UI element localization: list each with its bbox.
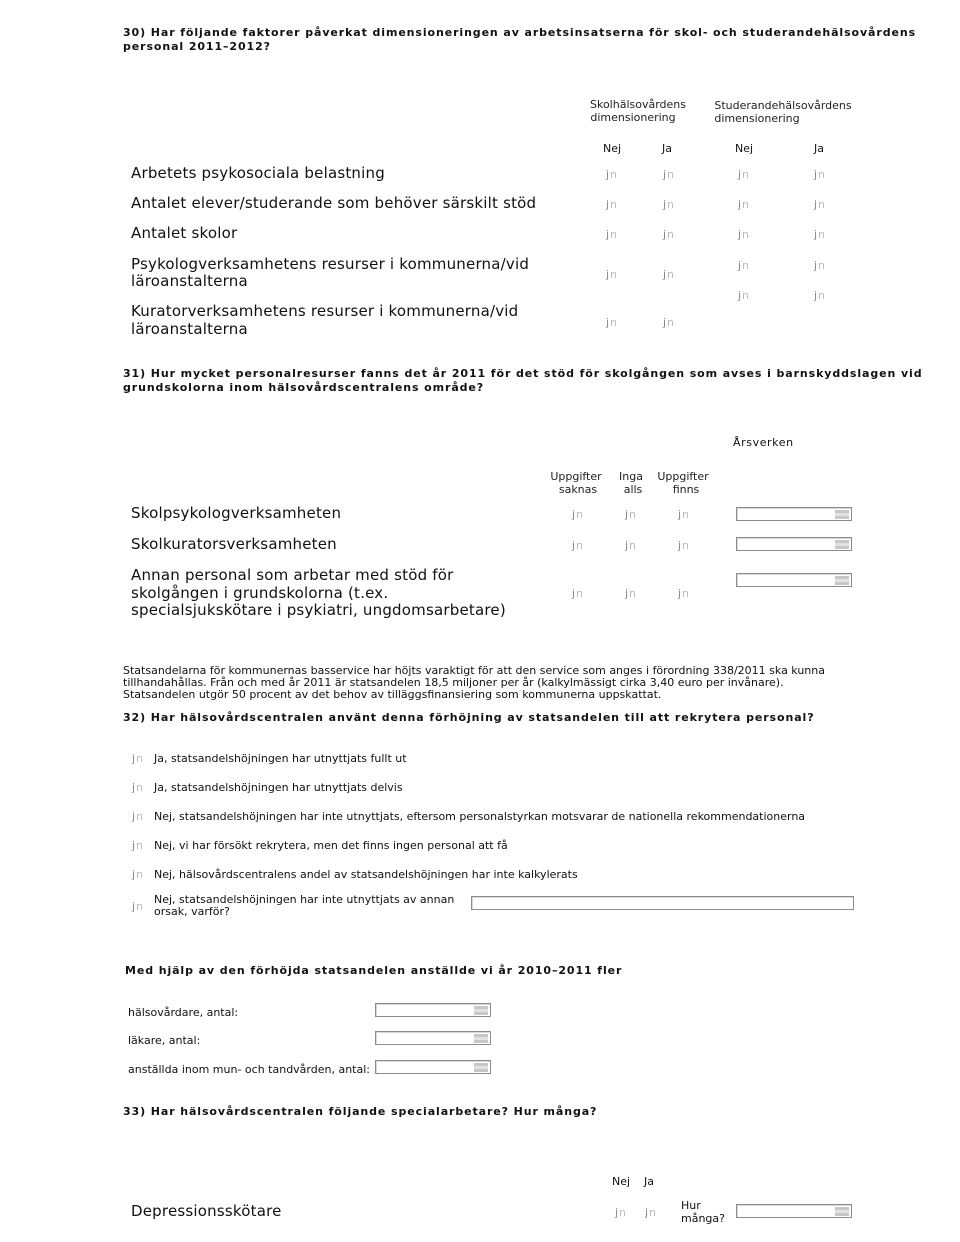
q30-title-line2: personal 2011–2012? <box>123 40 271 53</box>
radio-button[interactable]: j n <box>615 1206 626 1219</box>
radio-button[interactable]: j n <box>814 289 825 302</box>
tandvard-count-input[interactable] <box>375 1060 491 1074</box>
q33-col-no: Nej <box>612 1175 631 1188</box>
spinner-icon[interactable] <box>474 1006 488 1015</box>
q31-row2-label: Skolkuratorsverksamheten <box>131 535 337 553</box>
q30-row3-label: Antalet skolor <box>131 224 238 242</box>
q32-option6-label-line1: Nej, statsandelshöjningen har inte utnyttjats av annan <box>154 893 455 906</box>
how-many-label-line1: Hur <box>681 1199 701 1212</box>
q30-col-group1-line1: Skolhälsovårdens <box>589 98 686 111</box>
how-many-label-line2: många? <box>681 1212 725 1225</box>
radio-button[interactable]: j n <box>814 198 825 211</box>
spinner-icon[interactable] <box>835 1207 849 1216</box>
q30-col-group2-line1: Studerandehälsovårdens <box>714 99 852 112</box>
q30-row2-label: Antalet elever/studerande som behöver särskilt stöd <box>131 194 537 212</box>
other-reason-input[interactable] <box>471 896 854 910</box>
q30-row4-label-line2: läroanstalterna <box>131 272 248 290</box>
q33-col-yes: Ja <box>644 1175 654 1188</box>
radio-button[interactable]: j n <box>132 868 143 881</box>
q32-option1-label: Ja, statsandelshöjningen har utnyttjats fullt ut <box>154 752 407 765</box>
radio-button[interactable]: j n <box>572 508 583 521</box>
spinner-icon[interactable] <box>474 1034 488 1043</box>
hired-field2-label: läkare, antal: <box>128 1034 201 1047</box>
q33-title: 33) Har hälsovårdscentralen följande specialarbetare? Hur många? <box>123 1105 598 1118</box>
radio-button[interactable]: j n <box>606 228 617 241</box>
q31-col1-line2: saknas <box>558 483 598 496</box>
radio-button[interactable]: j n <box>814 259 825 272</box>
radio-button[interactable]: j n <box>572 539 583 552</box>
radio-button[interactable]: j n <box>738 289 749 302</box>
q31-col2-line2: alls <box>623 483 643 496</box>
radio-button[interactable]: j n <box>678 508 689 521</box>
spinner-icon[interactable] <box>835 510 849 519</box>
q32-option3-label: Nej, statsandelshöjningen har inte utnyttjats, eftersom personalstyrkan motsvarar de nationella rekommendationerna <box>154 810 806 823</box>
q30-col-yes-2: Ja <box>814 142 824 155</box>
q32-option5-label: Nej, hälsovårdscentralens andel av statsandelshöjningen har inte kalkylerats <box>154 868 578 881</box>
radio-button[interactable]: j n <box>678 539 689 552</box>
lakare-count-input[interactable] <box>375 1031 491 1045</box>
q30-col-no-1: Nej <box>603 142 622 155</box>
q31-row3-label-line1: Annan personal som arbetar med stöd för <box>131 566 454 584</box>
radio-button[interactable]: j n <box>663 268 674 281</box>
q30-col-group2-line2: dimensionering <box>714 112 800 125</box>
q31-col3-line2: finns <box>672 483 700 496</box>
radio-button[interactable]: j n <box>738 168 749 181</box>
info-line1: Statsandelarna för kommunernas basservice har höjts varaktigt för att den service som anges i förordning 338/2011 ska kunna <box>123 664 825 677</box>
radio-button[interactable]: j n <box>625 508 636 521</box>
q31-title-line2: grundskolorna inom hälsovårdscentralens område? <box>123 381 485 394</box>
radio-button[interactable]: j n <box>132 752 143 765</box>
q31-col2-line1: Inga <box>619 470 643 483</box>
info-line2: tillhandahållas. Från och med år 2011 är statsandelen 18,5 miljoner per år (kalkylmässigt cirka 3,40 euro per invånare). <box>123 676 784 689</box>
q31-title-line1: 31) Hur mycket personalresurser fanns det år 2011 för det stöd för skolgången som avses i barnskyddslagen vid <box>123 367 923 380</box>
arsverken-input[interactable] <box>736 537 852 551</box>
radio-button[interactable]: j n <box>606 268 617 281</box>
q32-option4-label: Nej, vi har försökt rekrytera, men det finns ingen personal att få <box>154 839 508 852</box>
radio-button[interactable]: j n <box>572 587 583 600</box>
q30-col-no-2: Nej <box>735 142 754 155</box>
radio-button[interactable]: j n <box>625 539 636 552</box>
arsverken-header: Årsverken <box>733 436 794 449</box>
spinner-icon[interactable] <box>474 1063 488 1072</box>
q31-row1-label: Skolpsykologverksamheten <box>131 504 342 522</box>
hired-title: Med hjälp av den förhöjda statsandelen anställde vi år 2010–2011 fler <box>125 964 623 977</box>
q31-col3-line1: Uppgifter <box>657 470 709 483</box>
q30-row4-label-line1: Psykologverksamhetens resurser i kommunerna/vid <box>131 255 530 273</box>
radio-button[interactable]: j n <box>663 228 674 241</box>
radio-button[interactable]: j n <box>663 168 674 181</box>
q30-col-yes-1: Ja <box>662 142 672 155</box>
radio-button[interactable]: j n <box>625 587 636 600</box>
radio-button[interactable]: j n <box>132 781 143 794</box>
radio-button[interactable]: j n <box>606 168 617 181</box>
radio-button[interactable]: j n <box>678 587 689 600</box>
radio-button[interactable]: j n <box>606 316 617 329</box>
arsverken-input[interactable] <box>736 573 852 587</box>
q30-row5-label-line2: läroanstalterna <box>131 320 248 338</box>
depression-nurse-count-input[interactable] <box>736 1204 852 1218</box>
radio-button[interactable]: j n <box>132 810 143 823</box>
radio-button[interactable]: j n <box>132 900 143 913</box>
radio-button[interactable]: j n <box>606 198 617 211</box>
q30-row1-label: Arbetets psykosociala belastning <box>131 164 385 182</box>
spinner-icon[interactable] <box>835 576 849 585</box>
radio-button[interactable]: j n <box>814 168 825 181</box>
radio-button[interactable]: j n <box>663 198 674 211</box>
q32-option2-label: Ja, statsandelshöjningen har utnyttjats delvis <box>154 781 403 794</box>
hired-field1-label: hälsovårdare, antal: <box>128 1006 239 1019</box>
radio-button[interactable]: j n <box>738 198 749 211</box>
q32-title: 32) Har hälsovårdscentralen använt denna förhöjning av statsandelen till att rekrytera personal? <box>123 711 815 724</box>
info-line3: Statsandelen utgör 50 procent av det behov av tilläggsfinansiering som kommunerna uppskattat. <box>123 688 662 701</box>
q31-col1-line1: Uppgifter <box>550 470 602 483</box>
arsverken-input[interactable] <box>736 507 852 521</box>
q31-row3-label-line3: specialsjukskötare i psykiatri, ungdomsarbetare) <box>131 601 506 619</box>
radio-button[interactable]: j n <box>132 839 143 852</box>
radio-button[interactable]: j n <box>663 316 674 329</box>
q30-row5-label-line1: Kuratorverksamhetens resurser i kommunerna/vid <box>131 302 519 320</box>
q33-row-label: Depressionsskötare <box>131 1202 282 1220</box>
hired-field3-label: anställda inom mun- och tandvården, antal: <box>128 1063 370 1076</box>
q30-col-group1-line2: dimensionering <box>590 111 676 124</box>
q32-option6-label-line2: orsak, varför? <box>154 905 230 918</box>
spinner-icon[interactable] <box>835 540 849 549</box>
q30-title-line1: 30) Har följande faktorer påverkat dimensioneringen av arbetsinsatserna för skol- och studerandehälsovårdens <box>123 26 917 39</box>
radio-button[interactable]: j n <box>645 1206 656 1219</box>
radio-button[interactable]: j n <box>738 228 749 241</box>
halsovardare-count-input[interactable] <box>375 1003 491 1017</box>
radio-button[interactable]: j n <box>814 228 825 241</box>
radio-button[interactable]: j n <box>738 259 749 272</box>
q31-row3-label-line2: skolgången i grundskolorna (t.ex. <box>131 584 389 602</box>
